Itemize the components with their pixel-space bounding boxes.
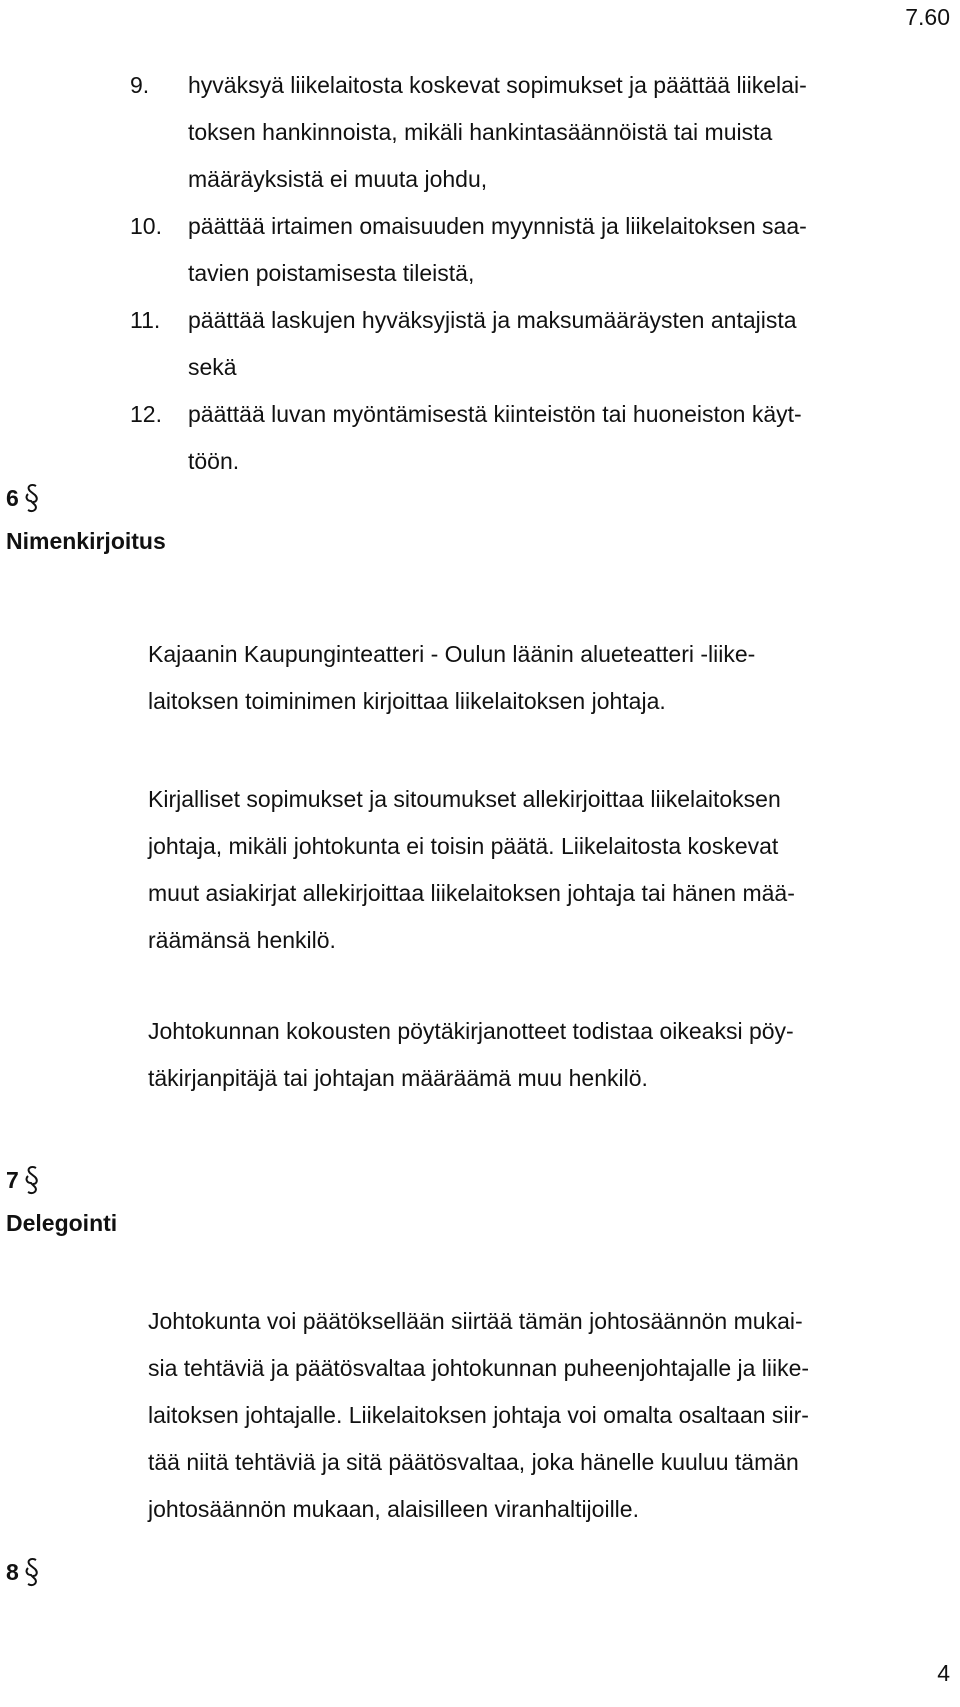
section-number: 7 [6,1167,19,1193]
list-item-line: päättää luvan myöntämisestä kiinteistön tai huoneiston käyt- [188,401,802,427]
list-item-number: 12. [130,401,162,427]
paragraph-line: laitoksen toiminimen kirjoittaa liikelaitoksen johtaja. [148,688,666,714]
paragraph-line: johtosäännön mukaan, alaisilleen viranhaltijoille. [148,1496,639,1522]
paragraph [148,1008,953,1102]
page-reference: 7.60 [905,4,950,30]
paragraph-line: laitoksen johtajalle. Liikelaitoksen johtaja voi omalta osaltaan siir- [148,1402,809,1428]
list-item-line: töön. [188,448,240,474]
list-item-line: päättää irtaimen omaisuuden myynnistä ja liikelaitoksen saa- [188,213,807,239]
list-item-number: 9. [130,72,150,98]
list-item-number: 10. [130,213,162,239]
paragraph-line: räämänsä henkilö. [148,927,336,953]
list-item-line: tavien poistamisesta tileistä, [188,260,475,286]
list-item-line: sekä [188,354,237,380]
paragraph-line: Johtokunnan kokousten pöytäkirjanotteet todistaa oikeaksi pöy- [148,1018,794,1044]
paragraph-line: Kajaanin Kaupunginteatteri - Oulun läänin alueteatteri -liike- [148,641,756,667]
paragraph-line: sia tehtäviä ja päätösvaltaa johtokunnan puheenjohtajalle ja liike- [148,1355,810,1381]
section-number: 8 [6,1559,19,1585]
paragraph [148,631,953,725]
section-7-header [6,1160,117,1244]
page-number: 4 [937,1660,950,1686]
section-heading: Nimenkirjoitus [6,528,166,554]
section-sign-icon [25,1165,39,1195]
section-sign-icon [25,483,39,513]
paragraph-line: Kirjalliset sopimukset ja sitoumukset allekirjoittaa liikelaitoksen [148,786,781,812]
list-item-line: päättää laskujen hyväksyjistä ja maksumääräysten antajista [188,307,797,333]
list-item [130,62,950,203]
list-item-line: määräyksistä ei muuta johdu, [188,166,488,192]
paragraph-line: muut asiakirjat allekirjoittaa liikelaitoksen johtaja tai hänen mää- [148,880,795,906]
list-item [130,391,950,485]
list-item [130,203,950,297]
section-8-header [6,1552,39,1592]
paragraph [148,776,953,964]
list-item-number: 11. [130,307,161,333]
list-item-line: hyväksyä liikelaitosta koskevat sopimukset ja päättää liikelai- [188,72,807,98]
paragraph-line: tää niitä tehtäviä ja sitä päätösvaltaa, joka hänelle kuuluu tämän [148,1449,799,1475]
list-item [130,297,950,391]
list-item-line: toksen hankinnoista, mikäli hankintasäännöistä tai muista [188,119,773,145]
section-6-header [6,478,166,562]
section-sign-icon [25,1557,39,1587]
numbered-list [130,62,950,485]
paragraph-line: täkirjanpitäjä tai johtajan määräämä muu henkilö. [148,1065,648,1091]
paragraph-line: johtaja, mikäli johtokunta ei toisin päätä. Liikelaitosta koskevat [148,833,779,859]
paragraph [148,1298,953,1533]
section-number: 6 [6,485,19,511]
section-heading: Delegointi [6,1210,118,1236]
paragraph-line: Johtokunta voi päätöksellään siirtää tämän johtosäännön mukai- [148,1308,803,1334]
